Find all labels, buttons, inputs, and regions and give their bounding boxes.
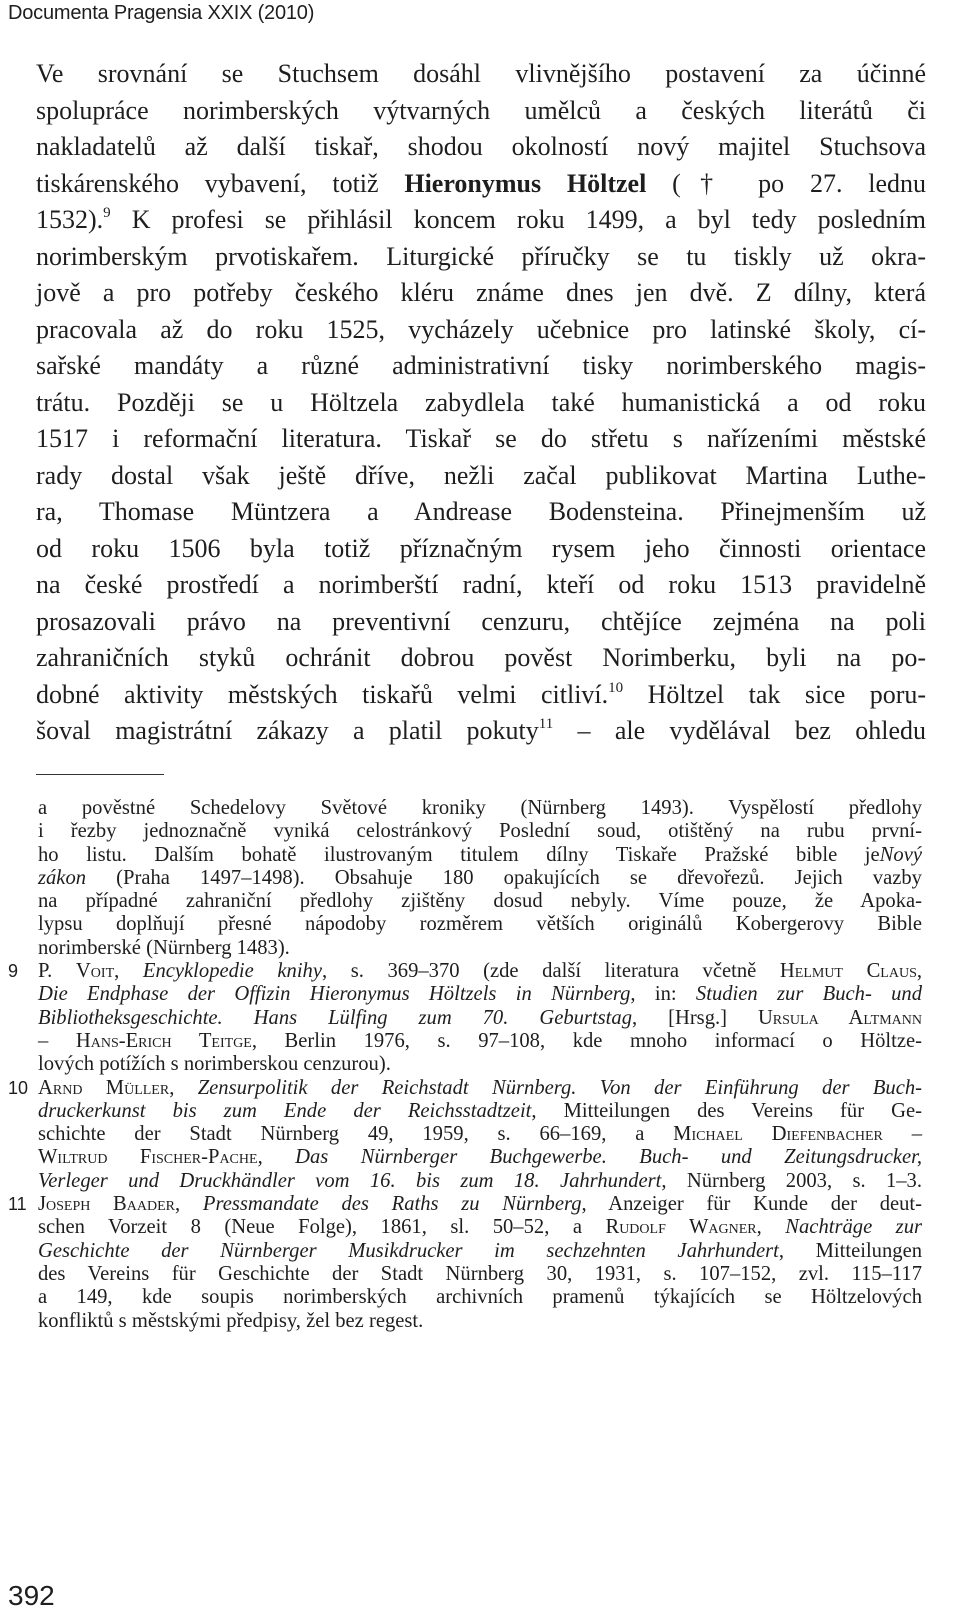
text-line: na české prostředí a norimberští radní, kteří od roku 1513 pravidelně xyxy=(36,570,926,599)
footnote-line: Die Endphase der Offizin Hieronymus Höltzels in Nürnberg, in: Studien zur Buch- und xyxy=(38,983,923,1006)
text-line: prosazovali právo na preventivní cenzuru, chtějíce zejména na poli xyxy=(36,606,926,636)
footnotes xyxy=(0,797,960,1333)
running-head: Documenta Pragensia XXIX (2010) xyxy=(8,2,315,24)
text-line: dobné aktivity městských tiskařů velmi citliví.$^{10}$ Höltzel tak sice poru- xyxy=(36,679,927,709)
text-line: jově a pro potřeby českého kléru známe dnes jen dvě. Z dílny, která xyxy=(36,278,926,307)
footnote-line: druckerkunst bis zum Ende der Reichsstadtzeit, Mitteilungen des Vereins für Ge- xyxy=(38,1099,922,1122)
footnote-10: 10 Arnd Müller, Zensurpolitik der Reichstadt Nürnberg. Von der Einführung der Buch- xyxy=(8,1076,922,1099)
footnote-separator xyxy=(36,774,164,775)
text-line: zahraničních styků ochránit dobrou pověst Norimberku, byli na po- xyxy=(36,643,926,672)
footnote-line: – Hans-Erich Teitge, Berlin 1976, s. 97–108, kde mnoho informací o Höltze- xyxy=(38,1029,922,1052)
footnote-line: schichte der Stadt Nürnberg 49, 1959, s. 66–169, a Michael Diefenbacher – xyxy=(38,1123,923,1146)
footnote-number: 10 xyxy=(8,1077,29,1098)
footnote-line: lypsu doplňují přesné nápodoby rozměrem větších originálů Kobergerovy Bible xyxy=(38,913,922,936)
highlighted-name: Hieronymus Höltzel xyxy=(404,168,647,198)
footnote-line: ho listu. Dalším bohatě ilustrovaným titulem dílny Tiskaře Pražské bible jeNový xyxy=(38,843,922,866)
footnote-line: konfliktů s městskými předpisy, žel bez regest. xyxy=(38,1309,424,1332)
footnote-line: Bibliotheksgeschichte. Hans Lülfing zum 70. Geburtstag, [Hrsg.] Ursula Altmann xyxy=(38,1006,922,1029)
footnote-ref[interactable]: 9 xyxy=(103,204,111,221)
footnote-9: 9 P. Voit, Encyklopedie knihy, s. 369–370 (zde další literatura včetně Helmut Claus, xyxy=(8,960,923,983)
footnote-line: norimberské (Nürnberg 1483). xyxy=(38,936,290,959)
footnote-line: lových potížích s norimberskou cenzurou). xyxy=(38,1053,391,1076)
text-line: trátu. Později se u Höltzela zabydlela také humanistická a od roku xyxy=(36,387,926,417)
footnote-line: a pověstné Schedelovy Světové kroniky (Nürnberg 1493). Vyspělostí předlohy xyxy=(38,797,922,819)
footnote-11: 11 Joseph Baader, Pressmandate des Raths zu Nürnberg, Anzeiger für Kunde der deut- xyxy=(8,1193,923,1216)
footnote-number: 11 xyxy=(8,1194,27,1215)
text-line: tiskárenského vybavení, totiž Hieronymus Höltzel († po 27. lednu xyxy=(36,168,927,198)
footnote-line: Wiltrud Fischer-Pache, Das Nürnberger Buchgewerbe. Buch- und Zeitungsdrucker, xyxy=(38,1146,922,1169)
footnote-ref[interactable]: 11 xyxy=(538,715,554,732)
text-line: nakladatelů až další tiskař, shodou okolností nový majitel Stuchsova xyxy=(36,132,926,161)
main-text xyxy=(36,56,926,750)
footnote-number: 9 xyxy=(8,961,19,982)
text-line: od roku 1506 byla totiž příznačným rysem jeho činnosti orientace xyxy=(36,533,926,563)
text-line: norimberským prvotiskařem. Liturgické příručky se tu tiskly už okra- xyxy=(36,241,926,271)
footnote-line: na případné zahraniční předlohy zjištěny dosud nebyly. Víme pouze, že Apoka- xyxy=(38,890,922,913)
text-line: spolupráce norimberských výtvarných umělců a českých literátů či xyxy=(36,95,926,125)
footnote-line: i řezby jednoznačně vyniká celostránkový Poslední soud, otištěný na rubu první- xyxy=(38,820,922,843)
text-line: 1517 i reformační literatura. Tiskař se do střetu s nařízeními městské xyxy=(36,424,926,453)
footnote-line: des Vereins für Geschichte der Stadt Nürnberg 30, 1931, s. 107–152, zvl. 115–117 xyxy=(38,1262,922,1285)
page-number: 392 xyxy=(8,1580,55,1611)
footnote-line: a 149, kde soupis norimberských archivních pramenů týkajících se Höltzelových xyxy=(38,1286,922,1309)
text-line: ra, Thomase Müntzera a Andrease Bodensteina. Přinejmenším už xyxy=(36,497,926,526)
footnote-ref[interactable]: 10 xyxy=(608,679,624,696)
text-line: pracovala až do roku 1525, vycházely učebnice pro latinské školy, cí- xyxy=(36,314,926,344)
footnote-line: schen Vorzeit 8 (Neue Folge), 1861, sl. 50–52, a Rudolf Wagner, Nachträge zur xyxy=(38,1216,923,1239)
text-line: rady dostal však ještě dříve, nežli začal publikovat Martina Luthe- xyxy=(36,460,926,490)
footnote-line: Verleger und Druckhändler vom 16. bis zum 18. Jahrhundert, Nürnberg 2003, s. 1–3. xyxy=(38,1169,922,1192)
text-line: sařské mandáty a různé administrativní tisky norimberského magis- xyxy=(36,351,926,380)
text-line: 1532).$^9$ K profesi se přihlásil koncem roku 1499, a byl tedy posledním xyxy=(36,204,926,234)
footnote-line: zákon (Praha 1497–1498). Obsahuje 180 opakujících se dřevořezů. Jejich vazby xyxy=(38,866,922,889)
footnote-line: Geschichte der Nürnberger Musikdrucker im sechzehnten Jahrhundert, Mitteilungen xyxy=(38,1239,923,1262)
text-line: šoval magistrátní zákazy a platil pokuty$^{11}$ – ale vydělával bez ohledu xyxy=(36,715,927,745)
text-line: Ve srovnání se Stuchsem dosáhl vlivnějšího postavení za účinné xyxy=(36,59,926,88)
